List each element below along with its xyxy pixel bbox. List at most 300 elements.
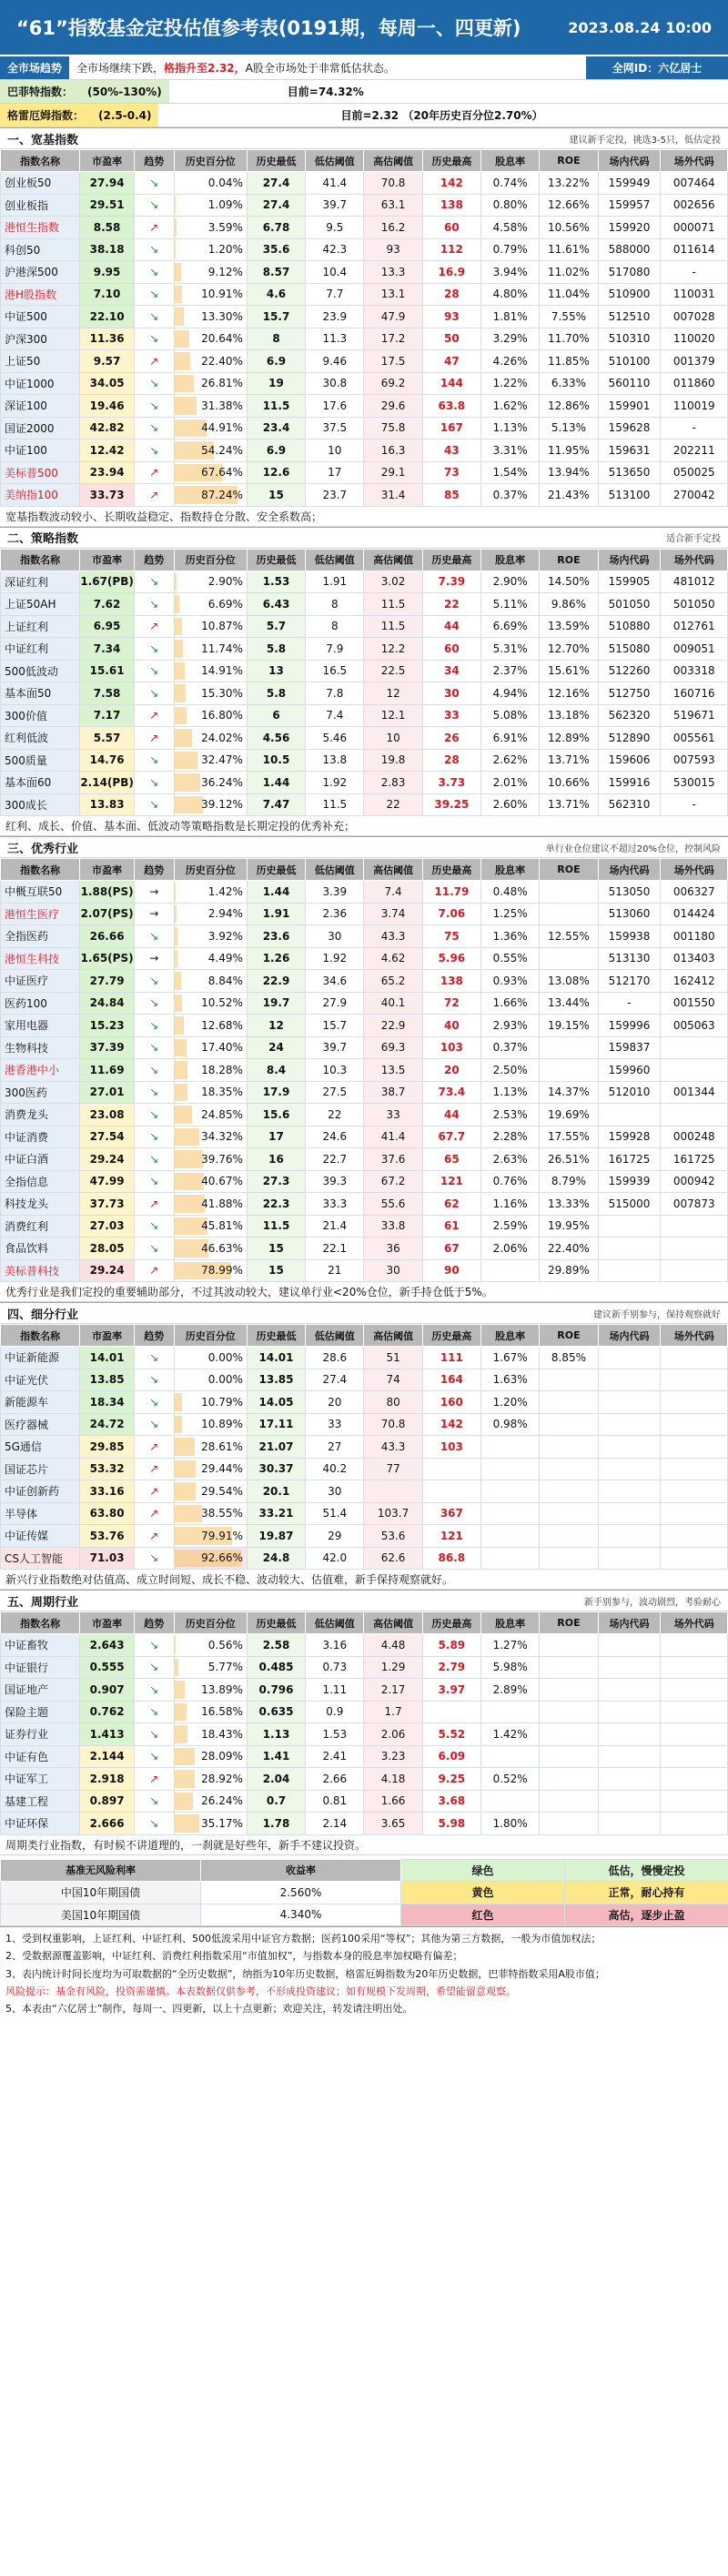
trend-down-icon: ↘ xyxy=(134,328,174,350)
low-value: 27.4 xyxy=(306,1369,364,1391)
table-row xyxy=(1,638,728,661)
min-value: 17.11 xyxy=(247,1413,305,1436)
rates-header-name: 基准无风险利率 xyxy=(1,1859,201,1882)
percentile-value: 15.30% xyxy=(201,686,243,700)
rate-us-name: 美国10年期国债 xyxy=(1,1904,201,1926)
pe-value: 27.94 xyxy=(80,172,135,195)
roe-value: 19.95% xyxy=(540,1215,598,1237)
percentile-bar xyxy=(175,263,181,281)
percentile-cell xyxy=(174,1059,247,1082)
table-row xyxy=(1,395,728,418)
market-trend-row xyxy=(0,56,728,80)
percentile-cell xyxy=(174,638,247,661)
div-value xyxy=(481,1525,540,1548)
percentile-value: 41.88% xyxy=(201,1197,243,1210)
percentile-bar xyxy=(175,1016,184,1035)
max-value: 61 xyxy=(422,1215,480,1237)
column-header: 指数名称 xyxy=(1,1612,80,1634)
low-value: 15.7 xyxy=(306,1015,364,1037)
percentile-bar xyxy=(175,1460,196,1479)
low-value: 1.91 xyxy=(306,571,364,593)
table-row xyxy=(1,947,728,970)
index-name: 500低波动 xyxy=(1,660,80,682)
index-name: 沪港深500 xyxy=(1,261,80,284)
percentile-cell xyxy=(174,1436,247,1459)
pe-value: 1.65(PS) xyxy=(80,947,135,970)
table-row xyxy=(1,1347,728,1369)
table-row xyxy=(1,727,728,750)
min-value: 0.635 xyxy=(247,1701,305,1723)
percentile-value: 28.09% xyxy=(201,1750,243,1763)
high-value: 22.5 xyxy=(364,660,422,682)
percentile-bar xyxy=(175,286,183,304)
low-value: 1.11 xyxy=(306,1679,364,1702)
outer-value: 501050 xyxy=(661,593,728,616)
high-value: 22 xyxy=(364,793,422,816)
div-value: 5.98% xyxy=(481,1656,540,1679)
high-value: 103.7 xyxy=(364,1502,422,1525)
inner-value xyxy=(598,1525,661,1548)
div-value: 5.31% xyxy=(481,638,540,661)
table-row xyxy=(1,1081,728,1104)
trend-flat-icon: → xyxy=(134,947,174,970)
pe-value: 9.57 xyxy=(80,350,135,373)
roe-value xyxy=(540,1634,598,1657)
div-value: 2.90% xyxy=(481,571,540,593)
percentile-bar xyxy=(175,729,192,747)
percentile-cell xyxy=(174,1104,247,1126)
percentile-value: 8.84% xyxy=(207,974,243,987)
outer-value xyxy=(661,1104,728,1126)
roe-value: 13.18% xyxy=(540,704,598,727)
trend-flat-icon: → xyxy=(134,903,174,925)
index-name: 港香港中小 xyxy=(1,1059,80,1082)
trend-down-icon: ↘ xyxy=(134,1656,174,1679)
max-value: 121 xyxy=(422,1170,480,1193)
min-value: 4.56 xyxy=(247,727,305,750)
section-note: 红利、成长、价值、基本面、低波动等策略指数是长期定投的优秀补充； xyxy=(0,816,728,836)
div-value: 2.28% xyxy=(481,1126,540,1148)
high-value: 51 xyxy=(364,1347,422,1369)
inner-value xyxy=(598,1656,661,1679)
index-name: 国证芯片 xyxy=(1,1458,80,1480)
max-value: 7.39 xyxy=(422,571,480,593)
high-value: 1.7 xyxy=(364,1701,422,1723)
pe-value: 13.83 xyxy=(80,793,135,816)
inner-value: 513100 xyxy=(598,484,661,507)
outer-value: 011614 xyxy=(661,238,728,261)
high-value: 47.9 xyxy=(364,306,422,328)
max-value: 138 xyxy=(422,970,480,993)
percentile-value: 20.64% xyxy=(201,332,243,346)
div-value: 2.53% xyxy=(481,1104,540,1126)
outer-value: 519671 xyxy=(661,704,728,727)
high-value: 55.6 xyxy=(364,1193,422,1216)
trend-down-icon: ↘ xyxy=(134,283,174,306)
high-value: 4.48 xyxy=(364,1634,422,1657)
trend-down-icon: ↘ xyxy=(134,1679,174,1702)
percentile-cell xyxy=(174,749,247,772)
roe-value xyxy=(540,881,598,904)
index-name: 中证银行 xyxy=(1,1656,80,1679)
percentile-bar xyxy=(175,662,186,681)
max-value: 9.25 xyxy=(422,1768,480,1791)
column-header: ROE xyxy=(540,549,598,571)
high-value: 65.2 xyxy=(364,970,422,993)
table-row xyxy=(1,992,728,1015)
percentile-cell xyxy=(174,238,247,261)
outer-value: 001180 xyxy=(661,925,728,948)
high-value: 4.62 xyxy=(364,947,422,970)
high-value: 33.8 xyxy=(364,1215,422,1237)
percentile-cell xyxy=(174,615,247,638)
percentile-cell xyxy=(174,793,247,816)
high-value: 70.8 xyxy=(364,172,422,195)
index-name: 基本面50 xyxy=(1,682,80,705)
section-tip: 建议新手定投，挑选3-5只，低估定投 xyxy=(569,135,721,146)
outer-value: 000071 xyxy=(661,217,728,239)
outer-value xyxy=(661,1634,728,1657)
percentile-cell xyxy=(174,1723,247,1746)
high-value: 11.5 xyxy=(364,615,422,638)
inner-value: 161725 xyxy=(598,1148,661,1171)
high-value: 29.1 xyxy=(364,461,422,484)
percentile-bar xyxy=(175,573,177,591)
graham-range: (2.5-0.4) xyxy=(91,104,158,126)
percentile-bar xyxy=(175,1505,203,1523)
low-value: 30.8 xyxy=(306,372,364,395)
inner-value xyxy=(598,1369,661,1391)
roe-value: 17.55% xyxy=(540,1126,598,1148)
min-value: 5.8 xyxy=(247,682,305,705)
trend-down-icon: ↘ xyxy=(134,682,174,705)
outer-value: 002656 xyxy=(661,194,728,217)
trend-down-icon: ↘ xyxy=(134,417,174,439)
percentile-value: 40.67% xyxy=(201,1175,243,1188)
div-value: 2.06% xyxy=(481,1237,540,1260)
rate-cn-value: 2.560% xyxy=(201,1882,401,1904)
percentile-bar xyxy=(175,950,178,968)
outer-value xyxy=(661,1436,728,1459)
high-value: 13.5 xyxy=(364,1059,422,1082)
trend-down-icon: ↘ xyxy=(134,238,174,261)
percentile-value: 45.81% xyxy=(201,1219,243,1233)
section-title: 一、宽基指数 xyxy=(7,133,79,147)
column-header: 历史最高 xyxy=(422,150,480,172)
table-row xyxy=(1,660,728,682)
roe-value xyxy=(540,1525,598,1548)
percentile-value: 24.02% xyxy=(201,731,243,744)
pe-value: 42.82 xyxy=(80,417,135,439)
min-value: 15 xyxy=(247,484,305,507)
div-value: 4.94% xyxy=(481,682,540,705)
pe-value: 12.42 xyxy=(80,439,135,462)
table-row xyxy=(1,903,728,925)
pe-value: 26.66 xyxy=(80,925,135,948)
min-value: 23.4 xyxy=(247,417,305,439)
index-name: 中证军工 xyxy=(1,1768,80,1791)
table-row xyxy=(1,925,728,948)
min-value: 6.78 xyxy=(247,217,305,239)
low-value: 7.4 xyxy=(306,704,364,727)
percentile-cell xyxy=(174,1081,247,1104)
trend-label: 全市场趋势 xyxy=(0,56,69,79)
max-value: 103 xyxy=(422,1036,480,1059)
outer-value xyxy=(661,1547,728,1570)
roe-value xyxy=(540,903,598,925)
valuation-table xyxy=(0,149,728,507)
percentile-cell xyxy=(174,1126,247,1148)
index-name: 港恒生指数 xyxy=(1,217,80,239)
percentile-cell xyxy=(174,1015,247,1037)
index-name: 创业板指 xyxy=(1,194,80,217)
table-row xyxy=(1,1126,728,1148)
percentile-bar xyxy=(175,972,181,990)
low-value: 17.6 xyxy=(306,395,364,418)
index-name: 深证红利 xyxy=(1,571,80,593)
min-value: 0.796 xyxy=(247,1679,305,1702)
high-value: 16.2 xyxy=(364,217,422,239)
max-value: 60 xyxy=(422,638,480,661)
low-value: 27.9 xyxy=(306,992,364,1015)
div-value: 1.66% xyxy=(481,992,540,1015)
pe-value: 2.14(PB) xyxy=(80,772,135,794)
max-value: 73 xyxy=(422,461,480,484)
percentile-bar xyxy=(175,1150,204,1168)
max-value: 33 xyxy=(422,704,480,727)
outer-value: 161725 xyxy=(661,1148,728,1171)
percentile-cell xyxy=(174,992,247,1015)
index-name: 消费龙头 xyxy=(1,1104,80,1126)
legend-yellow-meaning: 正常，耐心持有 xyxy=(565,1882,728,1904)
outer-value xyxy=(661,1347,728,1369)
pe-value: 27.03 xyxy=(80,1215,135,1237)
roe-value xyxy=(540,1502,598,1525)
div-value: 1.22% xyxy=(481,372,540,395)
max-value: 67.7 xyxy=(422,1126,480,1148)
pe-value: 14.76 xyxy=(80,749,135,772)
section-header xyxy=(0,527,728,549)
low-value: 7.9 xyxy=(306,638,364,661)
min-value: 8 xyxy=(247,328,305,350)
column-header: 历史最低 xyxy=(247,1612,305,1634)
percentile-cell xyxy=(174,660,247,682)
section-tip: 适合新手定投 xyxy=(666,534,721,544)
trend-up-icon: ↗ xyxy=(134,1768,174,1791)
max-value: 90 xyxy=(422,1259,480,1282)
high-value: 12.1 xyxy=(364,704,422,727)
pe-value: 11.36 xyxy=(80,328,135,350)
index-name: 美标普500 xyxy=(1,461,80,484)
roe-value: 12.70% xyxy=(540,638,598,661)
high-value: 4.18 xyxy=(364,1768,422,1791)
inner-value xyxy=(598,1436,661,1459)
index-name: 全指信息 xyxy=(1,1170,80,1193)
max-value: 39.25 xyxy=(422,793,480,816)
percentile-cell xyxy=(174,1502,247,1525)
table-row xyxy=(1,417,728,439)
percentile-cell xyxy=(174,1413,247,1436)
max-value: 93 xyxy=(422,306,480,328)
low-value: 1.92 xyxy=(306,772,364,794)
pe-value: 1.413 xyxy=(80,1723,135,1746)
percentile-value: 13.30% xyxy=(201,309,243,323)
low-value: 39.7 xyxy=(306,194,364,217)
index-name: 保险主题 xyxy=(1,1701,80,1723)
percentile-cell xyxy=(174,593,247,616)
percentile-value: 3.59% xyxy=(207,220,243,234)
percentile-cell xyxy=(174,1768,247,1791)
min-value: 27.3 xyxy=(247,1170,305,1193)
max-value: 3.73 xyxy=(422,772,480,794)
roe-value xyxy=(540,1436,598,1459)
max-value: 43 xyxy=(422,439,480,462)
max-value: 160 xyxy=(422,1391,480,1414)
pe-value: 29.85 xyxy=(80,1436,135,1459)
high-value: 93 xyxy=(364,238,422,261)
inner-value: 159606 xyxy=(598,749,661,772)
outer-value xyxy=(661,1458,728,1480)
percentile-cell xyxy=(174,350,247,373)
high-value: 43.3 xyxy=(364,925,422,948)
outer-value xyxy=(661,1525,728,1548)
rate-us-value: 4.340% xyxy=(201,1904,401,1926)
roe-value xyxy=(540,1480,598,1503)
high-value: 70.8 xyxy=(364,1413,422,1436)
inner-value xyxy=(598,1679,661,1702)
pe-value: 11.69 xyxy=(80,1059,135,1082)
inner-value: 159957 xyxy=(598,194,661,217)
trend-down-icon: ↘ xyxy=(134,970,174,993)
roe-value: 13.71% xyxy=(540,749,598,772)
pe-value: 28.05 xyxy=(80,1237,135,1260)
roe-value: 13.71% xyxy=(540,793,598,816)
min-value: 5.7 xyxy=(247,615,305,638)
section-note: 宽基指数波动较小、长期收益稳定、指数持仓分散、安全系数高； xyxy=(0,507,728,527)
min-value: 23.6 xyxy=(247,925,305,948)
pe-value: 7.34 xyxy=(80,638,135,661)
max-value xyxy=(422,1458,480,1480)
section-header xyxy=(0,127,728,149)
outer-value: 110019 xyxy=(661,395,728,418)
percentile-cell xyxy=(174,903,247,925)
trend-up-icon: ↗ xyxy=(134,615,174,638)
low-value: 39.7 xyxy=(306,1036,364,1059)
div-value: 2.89% xyxy=(481,1679,540,1702)
pe-value: 23.94 xyxy=(80,461,135,484)
high-value: 7.4 xyxy=(364,881,422,904)
roe-value: 6.33% xyxy=(540,372,598,395)
trend-down-icon: ↘ xyxy=(134,1126,174,1148)
column-header: 指数名称 xyxy=(1,549,80,571)
percentile-cell xyxy=(174,1813,247,1835)
pe-value: 24.72 xyxy=(80,1413,135,1436)
table-row xyxy=(1,328,728,350)
div-value: 2.37% xyxy=(481,660,540,682)
column-header: 高估阈值 xyxy=(364,549,422,571)
column-header: 股息率 xyxy=(481,859,540,881)
roe-value: 8.79% xyxy=(540,1170,598,1193)
min-value: 27.4 xyxy=(247,194,305,217)
percentile-bar xyxy=(175,618,183,636)
table-row xyxy=(1,1656,728,1679)
table-row xyxy=(1,439,728,462)
table-row xyxy=(1,970,728,993)
min-value: 15.6 xyxy=(247,1104,305,1126)
table-row xyxy=(1,1745,728,1768)
inner-value: 515080 xyxy=(598,638,661,661)
max-value: 121 xyxy=(422,1525,480,1548)
percentile-value: 18.28% xyxy=(201,1063,243,1076)
pe-value: 8.58 xyxy=(80,217,135,239)
column-header: 历史百分位 xyxy=(174,150,247,172)
roe-value: 22.40% xyxy=(540,1237,598,1260)
column-header: 历史百分位 xyxy=(174,1612,247,1634)
low-value: 2.66 xyxy=(306,1768,364,1791)
percentile-bar xyxy=(175,375,194,393)
max-value: 47 xyxy=(422,350,480,373)
low-value: 1.92 xyxy=(306,947,364,970)
min-value: 14.05 xyxy=(247,1391,305,1414)
high-value: 62.6 xyxy=(364,1547,422,1570)
low-value: 7.7 xyxy=(306,283,364,306)
min-value: 15 xyxy=(247,1259,305,1282)
section-note: 新兴行业指数绝对估值高、成立时间短、成长不稳、波动较大、估值难，新手保持观察就好。 xyxy=(0,1570,728,1590)
roe-value xyxy=(540,1768,598,1791)
inner-value: 159960 xyxy=(598,1059,661,1082)
percentile-bar xyxy=(175,241,176,259)
roe-value: 14.50% xyxy=(540,571,598,593)
index-name: 消费红利 xyxy=(1,1215,80,1237)
inner-value: 159920 xyxy=(598,217,661,239)
pe-value: 14.01 xyxy=(80,1347,135,1369)
column-header: 趋势 xyxy=(134,150,174,172)
outer-value: 110020 xyxy=(661,328,728,350)
index-name: 红利低波 xyxy=(1,727,80,750)
div-value xyxy=(481,1701,540,1723)
percentile-bar xyxy=(175,684,186,702)
pe-value: 19.46 xyxy=(80,395,135,418)
index-name: 中证白酒 xyxy=(1,1148,80,1171)
inner-value xyxy=(598,1259,661,1282)
percentile-value: 31.38% xyxy=(201,399,243,412)
outer-value: 006327 xyxy=(661,881,728,904)
low-value: 22.1 xyxy=(306,1237,364,1260)
percentile-cell xyxy=(174,1237,247,1260)
trend-down-icon: ↘ xyxy=(134,1104,174,1126)
percentile-value: 34.32% xyxy=(201,1130,243,1144)
percentile-value: 11.74% xyxy=(201,641,243,655)
div-value: 1.80% xyxy=(481,1813,540,1835)
graham-row xyxy=(0,104,728,127)
low-value: 21.4 xyxy=(306,1215,364,1237)
high-value: 67.2 xyxy=(364,1170,422,1193)
high-value: 2.17 xyxy=(364,1679,422,1702)
trend-text-post: A股全市场处于非常低估状态。 xyxy=(245,62,395,75)
table-row xyxy=(1,238,728,261)
low-value: 11.5 xyxy=(306,793,364,816)
roe-value: 13.59% xyxy=(540,615,598,638)
table-row xyxy=(1,1369,728,1391)
column-header: 历史最高 xyxy=(422,549,480,571)
div-value: 1.13% xyxy=(481,417,540,439)
inner-value: 159901 xyxy=(598,395,661,418)
pe-value: 33.73 xyxy=(80,484,135,507)
percentile-value: 18.35% xyxy=(201,1086,243,1099)
max-value: 144 xyxy=(422,372,480,395)
inner-value: - xyxy=(598,992,661,1015)
inner-value: 159996 xyxy=(598,1015,661,1037)
